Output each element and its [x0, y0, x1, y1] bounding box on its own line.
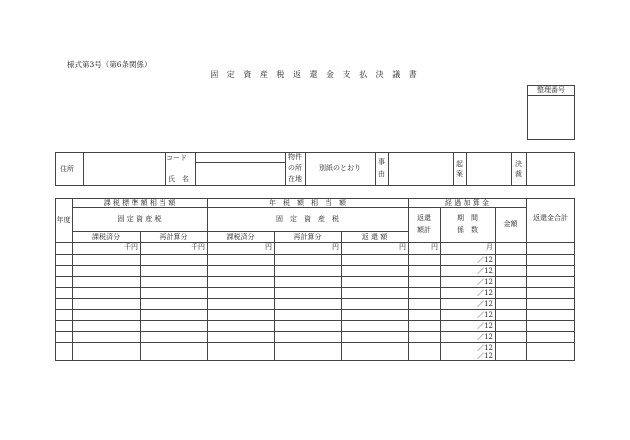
- unit-en-2: 円: [332, 243, 339, 251]
- kotei-shisan-zei-2: 固 定 資 産 税: [276, 215, 339, 223]
- table-row-kikan: ／12: [477, 300, 493, 308]
- table-row-kikan: ／12: [477, 322, 493, 330]
- table-row-kikan: ／12: [477, 278, 493, 286]
- henkan-gaku: 返 還 額: [361, 233, 388, 241]
- table-row-kikan: ／12: [477, 256, 493, 264]
- table-row-kikan: ／12: [477, 289, 493, 297]
- code-label: コード: [166, 154, 187, 162]
- kingaku-label: 金額: [503, 220, 518, 228]
- kian-label-2: 案: [456, 170, 463, 178]
- unit-senen-1: 千円: [124, 243, 138, 251]
- jiyu-label-2: 由: [378, 170, 385, 178]
- shimei-field[interactable]: [196, 163, 284, 185]
- code-field[interactable]: [196, 153, 284, 162]
- unit-tsuki: 月: [486, 243, 493, 251]
- kessai-label-2: 裁: [515, 170, 522, 178]
- nen-zeigaku-header: 年 税 額 相 当 額: [269, 199, 346, 207]
- henkan-kin-gokei: 返還金合計: [533, 214, 568, 222]
- bukken-label-1: 物件: [288, 153, 302, 161]
- unit-en-3: 円: [399, 243, 406, 251]
- nendo-label: 年度: [56, 216, 71, 224]
- bukken-label-2: の所: [288, 164, 302, 172]
- kian-label-1: 起: [456, 160, 463, 168]
- jusho-label: 住所: [60, 165, 74, 173]
- jiyu-label-1: 事: [378, 158, 385, 166]
- seiri-bango-field[interactable]: [528, 96, 574, 139]
- table-row-kikan: ／12: [477, 333, 493, 341]
- kazei-zumi-1: 課税済分: [92, 233, 120, 241]
- jusho-field[interactable]: [84, 153, 164, 185]
- jiyu-field[interactable]: [389, 153, 452, 185]
- kazei-hyojun-header: 課 税 標 準 額 相 当 額: [103, 199, 176, 207]
- kessai-field[interactable]: [527, 153, 574, 185]
- kessai-label-1: 決: [515, 160, 522, 168]
- unit-senen-2: 千円: [191, 243, 205, 251]
- form-title: 固 定 資 産 税 返 還 金 支 払 決 議 書: [210, 70, 420, 79]
- unit-en-4: 円: [431, 243, 438, 251]
- keisu-label: 係 数: [457, 226, 478, 234]
- kotei-shisan-zei-1: 固 定 資 産 税: [117, 215, 162, 223]
- table-row-kikan: ／12: [477, 352, 493, 360]
- betshi-text: 別紙のとおり: [319, 164, 361, 172]
- henkan-gakkei-2: 額計: [417, 226, 431, 234]
- unit-en-1: 円: [265, 243, 272, 251]
- table-row-kikan: ／12: [477, 267, 493, 275]
- kian-field[interactable]: [467, 153, 510, 185]
- saikeisan-2: 再計算分: [293, 233, 322, 241]
- kikan-label: 期 間: [457, 214, 478, 222]
- keika-kasan-header: 経 過 加 算 金: [445, 199, 489, 207]
- bukken-label-3: 在地: [288, 175, 302, 183]
- form-number: 様式第3号（第6条関係）: [67, 60, 152, 69]
- kazei-zumi-2: 課税済分: [226, 233, 255, 241]
- shimei-label: 氏 名: [168, 175, 189, 183]
- seiri-bango-label: 整理番号: [537, 86, 565, 94]
- henkan-gakkei-1: 返還: [417, 214, 431, 222]
- saikeisan-1: 再計算分: [159, 233, 188, 241]
- table-row-kikan: ／12: [477, 344, 493, 352]
- table-row-kikan: ／12: [477, 311, 493, 319]
